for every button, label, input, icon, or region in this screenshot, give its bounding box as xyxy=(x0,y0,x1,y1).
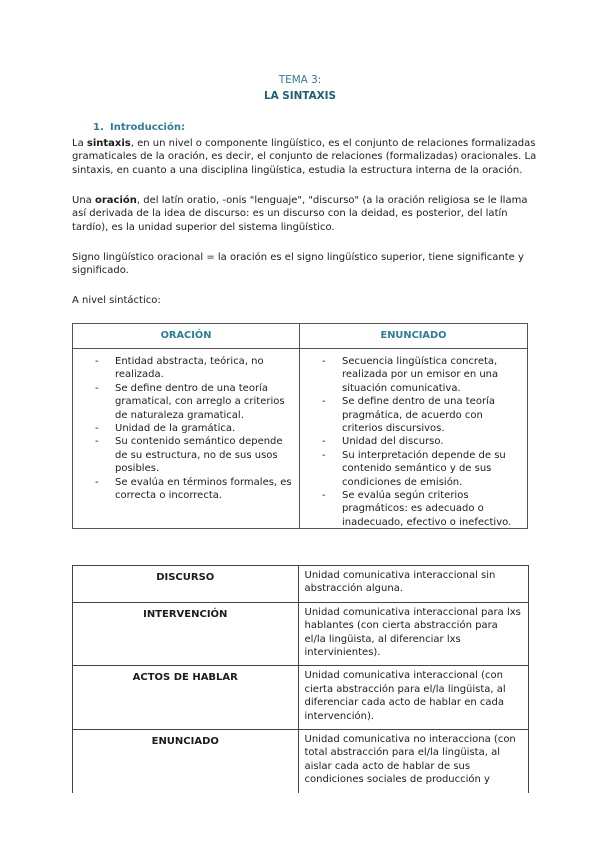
term-cell: DISCURSO xyxy=(73,566,299,603)
dash-bullet: - xyxy=(322,396,326,408)
paragraph-signo: Signo lingüístico oracional = la oración es el signo lingüístico superior, tiene significante y significado. xyxy=(72,252,524,277)
section-number: 1. xyxy=(93,122,104,133)
page-title: LA SINTAXIS xyxy=(263,90,336,102)
oracion-column xyxy=(73,324,300,528)
description-cell: Unidad comunicativa interaccional (con cierta abstracción para el/la lingüista, al diferenciar cada acto de hablar en cada intervención). xyxy=(298,666,528,730)
dash-bullet: - xyxy=(95,476,99,488)
list-item-text: Unidad del discurso. xyxy=(342,436,444,448)
table-row xyxy=(73,666,529,730)
list-item xyxy=(73,422,299,435)
p1-text-end: , en un nivel o componente lingüístico, es el conjunto de relaciones formalizadas gramaticales de la oración, es decir, el conjunto de relaciones (formalizadas) oracionales. La sintaxis, en cuanto a una disciplina lingüística, estudia la estructura interna de la oración. xyxy=(72,138,537,176)
term-cell: INTERVENCIÓN xyxy=(73,602,299,666)
dash-bullet: - xyxy=(322,436,326,448)
list-item-text: Entidad abstracta, teórica, no realizada. xyxy=(115,356,264,381)
table-row xyxy=(73,566,529,603)
p2-bold-term: oración xyxy=(94,195,137,206)
section-heading xyxy=(93,121,185,134)
dash-bullet: - xyxy=(95,356,99,367)
list-item-text: Su interpretación depende de su contenido semántico y de sus condiciones de emisión. xyxy=(342,449,506,488)
description-cell: Unidad comunicativa interaccional para lxs hablantes (con cierta abstracción para el/la lingüista, al diferenciar lxs intervinientes). xyxy=(298,602,528,666)
p1-bold-term: sintaxis xyxy=(86,138,131,149)
dash-bullet: - xyxy=(95,382,99,394)
paragraph-nivel: A nivel sintáctico: xyxy=(72,295,161,306)
list-item-text: Secuencia lingüística concreta, realizada por un emisor en una situación comunicativa. xyxy=(342,356,499,394)
list-item-text: Su contenido semántico depende de su estructura, no de sus usos posibles. xyxy=(115,436,283,475)
dash-bullet: - xyxy=(322,449,326,461)
p2-text-start: Una xyxy=(72,195,95,206)
comparison-table xyxy=(72,323,528,529)
list-item xyxy=(73,355,299,382)
description-cell: Unidad comunicativa no interacciona (con total abstracción para el/la lingüista, al aislar cada acto de hablar de sus condiciones sociales de producción y xyxy=(298,730,528,793)
enunciado-header: ENUNCIADO xyxy=(300,324,527,349)
list-item xyxy=(300,489,527,529)
list-item xyxy=(300,449,527,489)
list-item xyxy=(73,476,299,503)
enunciado-list xyxy=(300,349,527,529)
list-item-text: Se evalúa en términos formales, es correcta o incorrecta. xyxy=(115,476,292,502)
paragraph-oracion xyxy=(72,194,542,234)
dash-bullet: - xyxy=(95,423,99,435)
table-row xyxy=(73,730,529,793)
list-item-text: Unidad de la gramática. xyxy=(115,423,236,435)
term-cell: ENUNCIADO xyxy=(73,730,299,793)
oracion-list xyxy=(73,349,299,502)
list-item xyxy=(300,395,527,435)
p2-text-end: , del latín oratio, -onis "lenguaje", "discurso" (a la oración religiosa se le llama así derivada de la idea de discurso: es un discurso con la deidad, es posterior, del latín tardío), es la unidad superior del sistema lingüístico. xyxy=(72,195,528,233)
dash-bullet: - xyxy=(322,356,326,367)
enunciado-column xyxy=(300,324,527,528)
oracion-header: ORACIÓN xyxy=(73,324,299,349)
list-item-text: Se evalúa según criterios pragmáticos: es adecuado o inadecuado, efectivo o inefectivo. xyxy=(342,490,512,528)
list-item xyxy=(73,435,299,475)
description-cell: Unidad comunicativa interaccional sin abstracción alguna. xyxy=(298,566,528,603)
section-title: Introducción: xyxy=(110,122,185,133)
list-item xyxy=(300,435,527,448)
table-row xyxy=(73,602,529,666)
term-cell: ACTOS DE HABLAR xyxy=(73,666,299,730)
definitions-table xyxy=(72,565,529,793)
list-item-text: Se define dentro de una teoría pragmática, de acuerdo con criterios discursivos. xyxy=(342,396,495,435)
tema-label: TEMA 3: xyxy=(278,74,322,86)
list-item xyxy=(73,382,299,422)
list-item-text: Se define dentro de una teoría gramatical, con arreglo a criterios de naturaleza gramatical. xyxy=(115,382,285,421)
list-item xyxy=(300,355,527,395)
p1-text-start: La xyxy=(72,138,87,149)
paragraph-sintaxis xyxy=(72,137,542,177)
dash-bullet: - xyxy=(95,436,99,448)
dash-bullet: - xyxy=(322,490,326,502)
